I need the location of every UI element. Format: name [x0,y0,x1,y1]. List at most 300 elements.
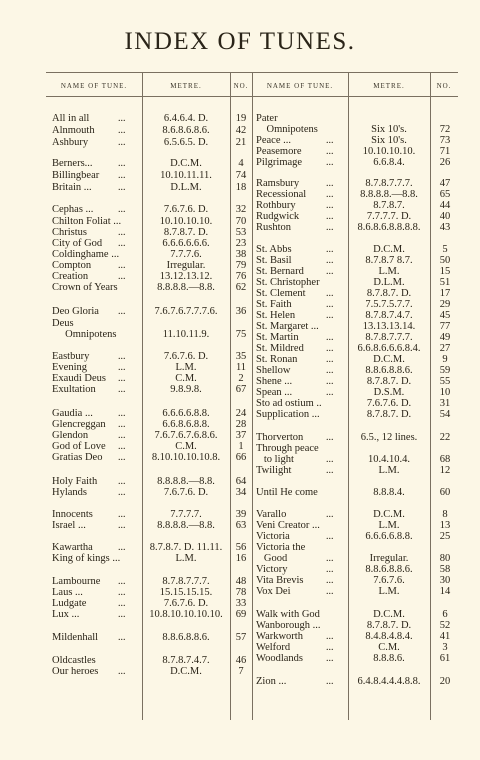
tune-name: Woodlands [256,653,303,664]
leader-dots: ... [118,362,126,373]
leader-dots: ... [118,487,126,498]
tune-metre: 8.10.10.10.10.8. [151,452,221,463]
tune-number: 54 [439,409,451,420]
tune-number: 34 [235,487,247,498]
tune-metre: 7.6.7.6. [373,575,405,586]
tune-name: Coldinghame ... [52,249,120,260]
leader-dots: ... [118,520,126,531]
tune-number: 7 [238,666,244,677]
leader-dots: ... [326,299,334,310]
tune-metre: 8.8.6.8.8.6. [365,564,413,575]
tune-name: Christus [52,227,88,238]
tune-number: 63 [235,520,247,531]
tune-name: Gaudia ... [52,408,93,419]
leader-dots: ... [118,632,126,643]
tune-metre: D.C.M. [373,609,405,620]
column-divider [252,72,253,720]
tune-metre: 9.8.9.8. [170,384,202,395]
tune-name: Mildenhall [52,632,99,643]
tune-name: Omnipotens [52,329,117,340]
tune-metre: 6.6.8.4. [373,157,405,168]
tune-number: 67 [235,384,247,395]
tune-name: St. Basil [256,255,292,266]
tune-metre: 8.8.6.8.8.6. [162,632,210,643]
tune-metre: 8.8.8.8.—8.8. [157,476,215,487]
tune-name: Welford [256,642,291,653]
tune-metre: C.M. [175,373,197,384]
tune-metre: 10.10.11.11. [160,170,212,181]
tune-name: Kawartha [52,542,93,553]
tune-number: 49 [439,332,451,343]
tune-number: 30 [439,575,451,586]
tune-name: Rudgwick [256,211,300,222]
leader-dots: ... [118,441,126,452]
tune-metre: D.L.M. [373,277,405,288]
tune-number: 72 [439,124,451,135]
tune-name: Rushton [256,222,292,233]
tune-metre: D.C.M. [373,244,405,255]
tune-name: Berners... [52,158,93,169]
tune-metre: 11.10.11.9. [162,329,210,340]
tune-number: 12 [439,465,451,476]
tune-name: Innocents [52,509,93,520]
tune-name: St. Bernard [256,266,304,277]
tune-number: 74 [235,170,247,181]
tune-row [52,204,252,216]
tune-row [52,666,252,678]
tune-name: Ramsbury [256,178,300,189]
tune-number: 5 [442,244,448,255]
tune-metre: D.L.M. [170,182,202,193]
tune-metre: 7.7.7.7. [170,509,202,520]
leader-dots: ... [118,351,126,362]
tune-metre: 6.6.6.6.6.6. [162,238,210,249]
leader-dots: ... [118,238,126,249]
tune-name: God of Love [52,441,106,452]
tune-name: Deo Gloria [52,306,99,317]
tune-number: 76 [235,271,247,282]
tune-number: 1 [238,441,244,452]
tune-number: 27 [439,343,451,354]
tune-metre: Irregular. [166,260,206,271]
leader-dots: ... [118,476,126,487]
tune-name: Through peace [256,443,319,454]
tune-metre: 8.8.6.8.8.6. [365,365,413,376]
leader-dots: ... [326,189,334,200]
tune-number: 75 [235,329,247,340]
tune-name: to light [256,454,294,465]
tune-number: 53 [235,227,247,238]
leader-dots: ... [118,509,126,520]
tune-row [52,487,252,499]
tune-row [256,222,458,234]
tune-number: 77 [439,321,451,332]
tune-number: 33 [235,598,247,609]
tune-metre: 6.6.6.6.8.8. [162,408,210,419]
tune-metre: 6.4.6.4. D. [163,113,209,124]
leader-dots: ... [118,306,126,317]
tune-name: Victoria the [256,542,306,553]
tune-number: 64 [235,476,247,487]
tune-metre: 8.7.8.7.4.7. [162,655,210,666]
tune-metre: 7.6.7.6. D. [366,398,412,409]
tune-number: 11 [235,362,247,373]
tune-number: 35 [235,351,247,362]
tune-number: 8 [442,509,448,520]
tune-number: 26 [439,157,451,168]
tune-name: Pater [256,113,278,124]
tune-name: Zion ... [256,676,287,687]
tune-number: 73 [439,135,451,146]
tune-number: 40 [439,211,451,222]
tune-name: Good [256,553,288,564]
tune-name: Pilgrimage [256,157,303,168]
leader-dots: ... [118,113,126,124]
tune-name: Rothbury [256,200,296,211]
tune-name: St. Mildred [256,343,304,354]
tune-row [256,465,458,477]
tune-number: 17 [439,288,451,299]
tune-number: 41 [439,631,451,642]
leader-dots: ... [326,255,334,266]
tune-number: 23 [235,238,247,249]
leader-dots: ... [118,576,126,587]
tune-name: Evening [52,362,87,373]
tune-number: 21 [235,137,247,148]
tune-metre: D.C.M. [170,158,202,169]
tune-number: 68 [439,454,451,465]
leader-dots: ... [118,373,126,384]
tune-metre: D.S.M. [373,387,405,398]
tune-metre: 8.6.8.6.8.8.8.8. [357,222,421,233]
tune-name: St. Abbs [256,244,292,255]
tune-metre: 8.7.8.7. D. 11.11. [149,542,223,553]
leader-dots: ... [118,158,126,169]
leader-dots: ... [326,531,334,542]
leader-dots: ... [118,408,126,419]
tune-metre: 10.8.10.10.10.10. [149,609,223,620]
leader-dots: ... [326,266,334,277]
tune-name: Sto ad ostium .. [256,398,322,409]
tune-row [52,553,252,565]
tune-name: Crown of Years [52,282,118,293]
tune-name: Our heroes [52,666,99,677]
tune-name: Oldcastles [52,655,96,666]
tune-name: Ashbury [52,137,89,148]
tune-number: 79 [235,260,247,271]
leader-dots: ... [326,575,334,586]
tune-metre: 8.8.8.8.—8.8. [157,520,215,531]
header-metre-left: METRE. [170,82,202,90]
leader-dots: ... [326,586,334,597]
tune-metre: Irregular. [369,553,409,564]
tune-metre: 10.10.10.10. [362,146,416,157]
leader-dots: ... [118,430,126,441]
header-no-right: NO. [436,82,452,90]
tune-number: 15 [439,266,451,277]
tune-number: 51 [439,277,451,288]
tune-name: Spean ... [256,387,293,398]
tune-metre: C.M. [175,441,197,452]
tune-name: Ludgate [52,598,87,609]
tune-name: Supplication ... [256,409,320,420]
tune-metre: Six 10's. [371,135,407,146]
tune-metre: 6.6.8.6.8.8. [162,419,210,430]
tune-name: Laus ... [52,587,83,598]
tune-metre: 6.4.8.4.4.4.8.8. [357,676,421,687]
leader-dots: ... [118,666,126,677]
tune-number: 6 [442,609,448,620]
tune-metre: 7.7.7.6. [170,249,202,260]
leader-dots: ... [326,653,334,664]
tune-name: Veni Creator ... [256,520,320,531]
column-headers [0,82,480,94]
tune-name: Glencreggan [52,419,106,430]
leader-dots: ... [326,509,334,520]
tune-name: Wanborough ... [256,620,321,631]
tune-name: Exultation [52,384,96,395]
tune-number: 69 [235,609,247,620]
tune-number: 47 [439,178,451,189]
tune-row [52,329,252,341]
tune-row [256,157,458,169]
tune-name: Eastbury [52,351,90,362]
tune-number: 22 [439,432,451,443]
tune-metre: 7.6.7.6.7.6.8.6. [154,430,218,441]
tune-name: Gratias Deo [52,452,103,463]
tune-number: 45 [439,310,451,321]
page-title: INDEX OF TUNES. [124,28,356,55]
tune-number: 4 [238,158,244,169]
tune-name: St. Helen [256,310,296,321]
leader-dots: ... [326,200,334,211]
tune-number: 43 [439,222,451,233]
tune-row [52,520,252,532]
tune-number: 80 [439,553,451,564]
tune-name: Glendon [52,430,89,441]
leader-dots: ... [326,564,334,575]
tune-metre: L.M. [378,266,400,277]
tune-number: 25 [439,531,451,542]
tune-metre: D.C.M. [373,354,405,365]
tune-number: 65 [439,189,451,200]
tune-name: Varallo [256,509,287,520]
tune-metre: 8.8.8.6. [373,653,405,664]
tune-metre: 8.8.8.8.—8.8. [360,189,418,200]
tune-row [52,113,252,125]
tune-name: Exaudi Deus [52,373,106,384]
tune-row [256,653,458,665]
tune-name: Vox Dei [256,586,291,597]
tune-row [52,384,252,396]
tune-metre: 8.8.8.8.—8.8. [157,282,215,293]
leader-dots: ... [326,387,334,398]
tune-name: St. Clement [256,288,306,299]
tune-name: St. Christopher [256,277,320,288]
leader-dots: ... [326,146,334,157]
tune-number: 14 [439,586,451,597]
tune-number: 55 [439,376,451,387]
leader-dots: ... [118,227,126,238]
tune-number: 57 [235,632,247,643]
leader-dots: ... [326,454,334,465]
tune-number: 18 [235,182,247,193]
leader-dots: ... [326,178,334,189]
tune-row [256,676,458,688]
tune-row [52,452,252,464]
tune-metre: 8.7.8.7.4.7. [365,310,413,321]
tune-metre: 10.10.10.10. [159,216,213,227]
tune-metre: 6.6.6.6.8.8. [365,531,413,542]
tune-metre: 8.7.8.7.7.7. [365,332,413,343]
tune-name: Billingbear [52,170,100,181]
leader-dots: ... [326,642,334,653]
leader-dots: ... [118,204,126,215]
tune-name: Peace ... [256,135,291,146]
tune-number: 29 [439,299,451,310]
tune-number: 56 [235,542,247,553]
leader-dots: ... [326,211,334,222]
leader-dots: ... [326,365,334,376]
tune-name: Deus [52,318,74,329]
header-no-left: NO. [233,82,249,90]
tune-number: 38 [235,249,247,260]
leader-dots: ... [326,244,334,255]
tune-name: Victoria [256,531,290,542]
tune-name: Walk with God [256,609,320,620]
leader-dots: ... [326,310,334,321]
tune-metre: 6.6.8.6.6.6.8.4. [357,343,421,354]
leader-dots: ... [326,432,334,443]
leader-dots: ... [118,419,126,430]
tune-metre: 8.7.8.7. D. [366,288,412,299]
tune-metre: 7.5.7.5.7.7. [365,299,413,310]
tune-metre: 7.6.7.6. D. [163,598,209,609]
tune-row [52,170,252,182]
tune-name: Cephas ... [52,204,94,215]
tune-metre: 8.7.8.7. [373,200,405,211]
tune-number: 28 [235,419,247,430]
tune-name: Lambourne [52,576,101,587]
tune-name: Peasemore [256,146,302,157]
tune-row [52,632,252,644]
tune-number: 60 [439,487,451,498]
tune-number: 78 [235,587,247,598]
tune-metre: 6.5.6.5. D. [163,137,209,148]
leader-dots: ... [326,465,334,476]
tune-metre: 6.5., 12 lines. [360,432,418,443]
tune-metre: 8.7.8.7. D. [366,409,412,420]
tune-metre: L.M. [378,465,400,476]
leader-dots: ... [326,676,334,687]
tune-name: St. Faith [256,299,292,310]
tune-metre: 8.8.8.4. [373,487,405,498]
tune-metre: 8.7.8.7. D. [366,376,412,387]
leader-dots: ... [326,376,334,387]
tune-name: St. Margaret ... [256,321,319,332]
tune-number: 9 [442,354,448,365]
tune-row [52,125,252,137]
tune-name: Omnipotens [256,124,318,135]
tune-number: 48 [235,576,247,587]
tune-name: Vita Brevis [256,575,304,586]
tune-metre: D.C.M. [373,509,405,520]
tune-number: 32 [235,204,247,215]
tune-metre: 8.4.8.4.8.4. [365,631,413,642]
tune-metre: 13.13.13.14. [362,321,416,332]
leader-dots: ... [326,222,334,233]
tune-number: 62 [235,282,247,293]
leader-dots: ... [326,157,334,168]
tune-name: Hylands [52,487,87,498]
tune-number: 36 [235,306,247,317]
tune-row [52,282,252,294]
tune-metre: 7.7.7.7. D. [366,211,412,222]
tune-name: Israel ... [52,520,86,531]
leader-dots: ... [326,631,334,642]
leader-dots: ... [118,125,126,136]
tune-number: 44 [439,200,451,211]
leader-dots: ... [118,182,126,193]
tune-number: 71 [439,146,451,157]
tune-number: 20 [439,676,451,687]
tune-name: Britain ... [52,182,92,193]
tune-name: St. Martin [256,332,299,343]
tune-metre: C.M. [378,642,400,653]
tune-number: 13 [439,520,451,531]
leader-dots: ... [118,609,126,620]
tune-metre: L.M. [175,553,197,564]
tune-row [52,137,252,149]
tune-name: Chilton Foliat ... [52,216,122,227]
tune-name: Thorverton [256,432,304,443]
tune-number: 46 [235,655,247,666]
leader-dots: ... [118,170,126,181]
tune-metre: 7.6.7.6. D. [163,351,209,362]
tune-metre: 7.6.7.6.7.7.7.6. [154,306,218,317]
leader-dots: ... [118,137,126,148]
tune-number: 42 [235,125,247,136]
leader-dots: ... [118,587,126,598]
tune-name: Lux ... [52,609,80,620]
tune-name: All in all [52,113,90,124]
leader-dots: ... [326,288,334,299]
leader-dots: ... [326,332,334,343]
tune-metre: L.M. [378,586,400,597]
leader-dots: ... [326,354,334,365]
tune-name: Creation [52,271,89,282]
tune-row [52,306,252,318]
leader-dots: ... [118,542,126,553]
tune-name: Alnmouth [52,125,95,136]
tune-name: King of kings ... [52,553,121,564]
tune-metre: 13.12.13.12. [159,271,213,282]
tune-row [256,409,458,421]
tune-row [52,182,252,194]
tune-metre: D.C.M. [170,666,202,677]
tune-number: 58 [439,564,451,575]
tune-number: 10 [439,387,451,398]
tune-name: Shellow [256,365,291,376]
tune-number: 66 [235,452,247,463]
tune-number: 3 [442,642,448,653]
tune-number: 52 [439,620,451,631]
tune-metre: 15.15.15.15. [159,587,213,598]
tune-row [256,586,458,598]
tune-number: 37 [235,430,247,441]
tune-name: Holy Faith [52,476,98,487]
tune-number: 39 [235,509,247,520]
